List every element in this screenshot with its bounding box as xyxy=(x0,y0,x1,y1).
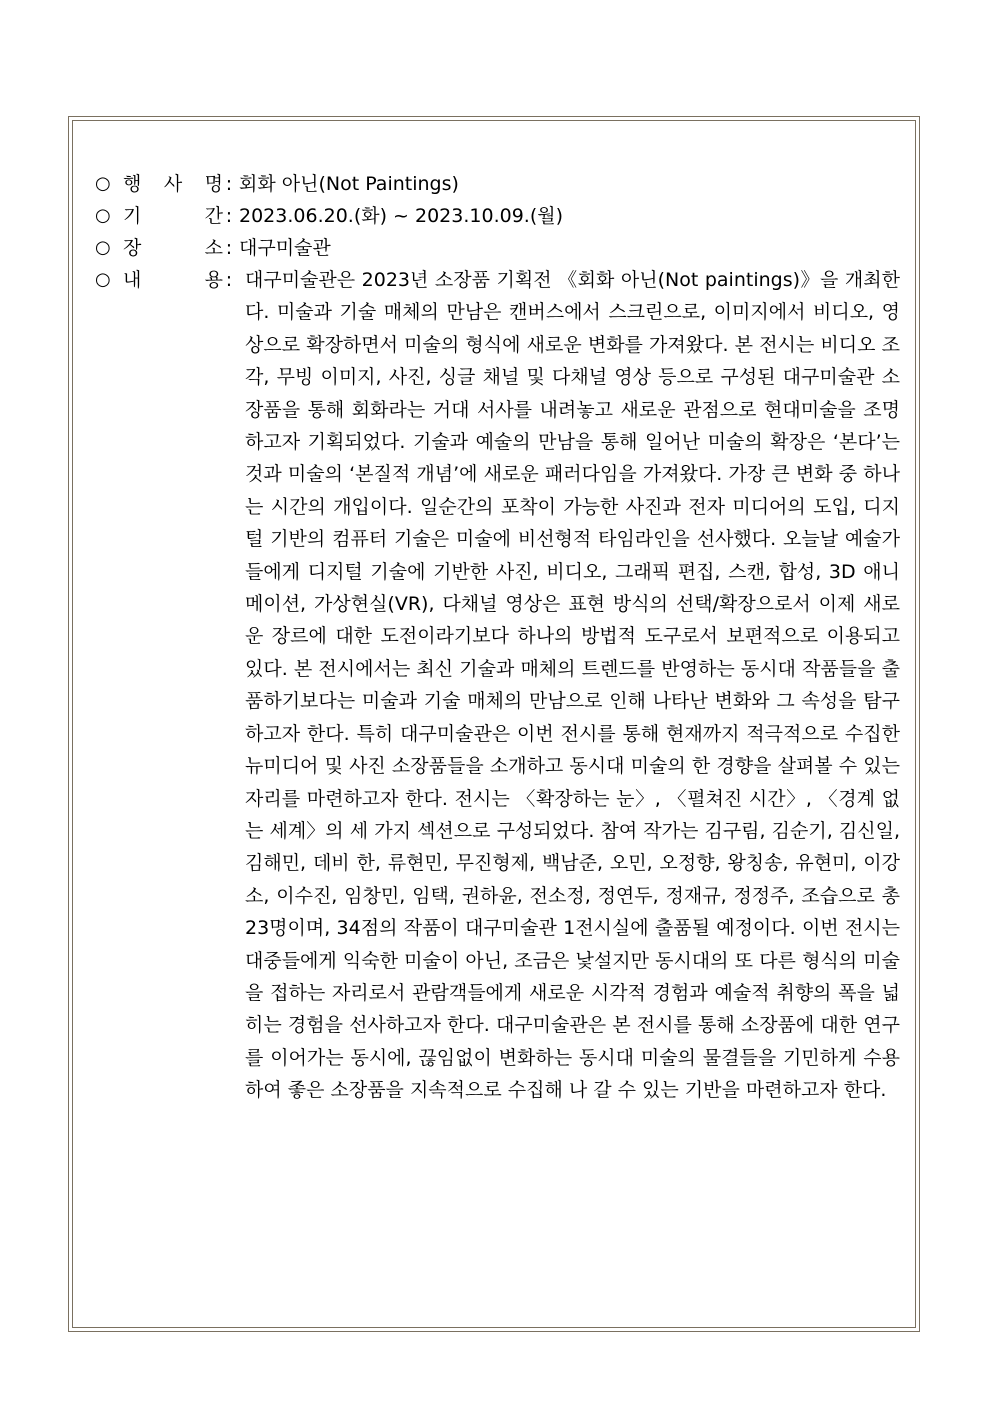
circle-bullet-icon: ○ xyxy=(95,269,111,290)
event-venue-label: 장 소 xyxy=(123,237,223,259)
circle-bullet-icon: ○ xyxy=(95,205,111,226)
event-name-row xyxy=(95,168,900,200)
event-content-label: 내 용 xyxy=(123,269,223,291)
event-period-row xyxy=(95,200,900,232)
event-info xyxy=(95,168,900,1107)
event-period-label: 기 간 xyxy=(123,205,223,227)
colon: : xyxy=(225,173,233,195)
event-content-text: 대구미술관은 2023년 소장품 기획전 《회화 아닌(Not paintings)》을 개최한다. 미술과 기술 매체의 만남은 캔버스에서 스크린으로, 이미지에서 비디오, 영상으로 확장하면서 미술의 형식에 새로운 변화를 가져왔다. 본 전시는 비디오 조각, 무빙 이미지, 사진, 싱글 채널 및 다채널 영상 등으로 구성된 대구미술관 소장품을 통해 회화라는 거대 서사를 내려놓고 새로운 관점으로 현대미술을 조명하고자 기획되었다. 기술과 예술의 만남을 통해 일어난 미술의 확장은 ‘본다’는 것과 미술의 ‘본질적 개념’에 새로운 패러다임을 가져왔다. 가장 큰 변화 중 하나는 시간의 개입이다. 일순간의 포착이 가능한 사진과 전자 미디어의 도입, 디지털 기반의 컴퓨터 기술은 미술에 비선형적 타임라인을 선사했다. 오늘날 예술가들에게 디지털 기술에 기반한 사진, 비디오, 그래픽 편집, 스캔, 합성, 3D 애니메이션, 가상현실(VR), 다채널 영상은 표현 방식의 선택/확장으로서 이제 새로운 장르에 대한 도전이라기보다 하나의 방법적 도구로서 보편적으로 이용되고 있다. 본 전시에서는 최신 기술과 매체의 트렌드를 반영하는 동시대 작품들을 출품하기보다는 미술과 기술 매체의 만남으로 인해 나타난 변화와 그 속성을 탐구하고자 한다. 특히 대구미술관은 이번 전시를 통해 현재까지 적극적으로 수집한 뉴미디어 및 사진 소장품들을 소개하고 동시대 미술의 한 경향을 살펴볼 수 있는 자리를 마련하고자 한다. 전시는 〈확장하는 눈〉, 〈펼쳐진 시간〉, 〈경계 없는 세계〉의 세 가지 섹션으로 구성되었다. 참여 작가는 김구림, 김순기, 김신일, 김해민, 데비 한, 류현민, 무진형제, 백남준, 오민, 오정향, 왕칭송, 유현미, 이강소, 이수진, 임창민, 임택, 권하윤, 전소정, 정연두, 정재규, 정정주, 조습으로 총 23명이며, 34점의 작품이 대구미술관 1전시실에 출품될 예정이다. 이번 전시는 대중들에게 익숙한 미술이 아닌, 조금은 낯설지만 동시대의 또 다른 형식의 미술을 접하는 자리로서 관람객들에게 새로운 시각적 경험과 예술적 취향의 폭을 넓히는 경험을 선사하고자 한다. 대구미술관은 본 전시를 통해 소장품에 대한 연구를 이어가는 동시에, 끊임없이 변화하는 동시대 미술의 물결들을 기민하게 수용하여 좋은 소장품을 지속적으로 수집해 나 갈 수 있는 기반을 마련하고자 한다. xyxy=(245,269,900,1102)
event-venue-row xyxy=(95,232,900,264)
event-name-label: 행 사 명 xyxy=(123,173,223,195)
circle-bullet-icon: ○ xyxy=(95,173,111,194)
event-name-value: 회화 아닌(Not Paintings) xyxy=(239,173,459,195)
colon: : xyxy=(225,269,233,291)
circle-bullet-icon: ○ xyxy=(95,237,111,258)
event-period-value: 2023.06.20.(화) ~ 2023.10.09.(월) xyxy=(239,205,564,227)
colon: : xyxy=(225,237,233,259)
event-venue-value: 대구미술관 xyxy=(239,237,331,259)
event-content-row xyxy=(95,264,900,1107)
colon: : xyxy=(225,205,233,227)
